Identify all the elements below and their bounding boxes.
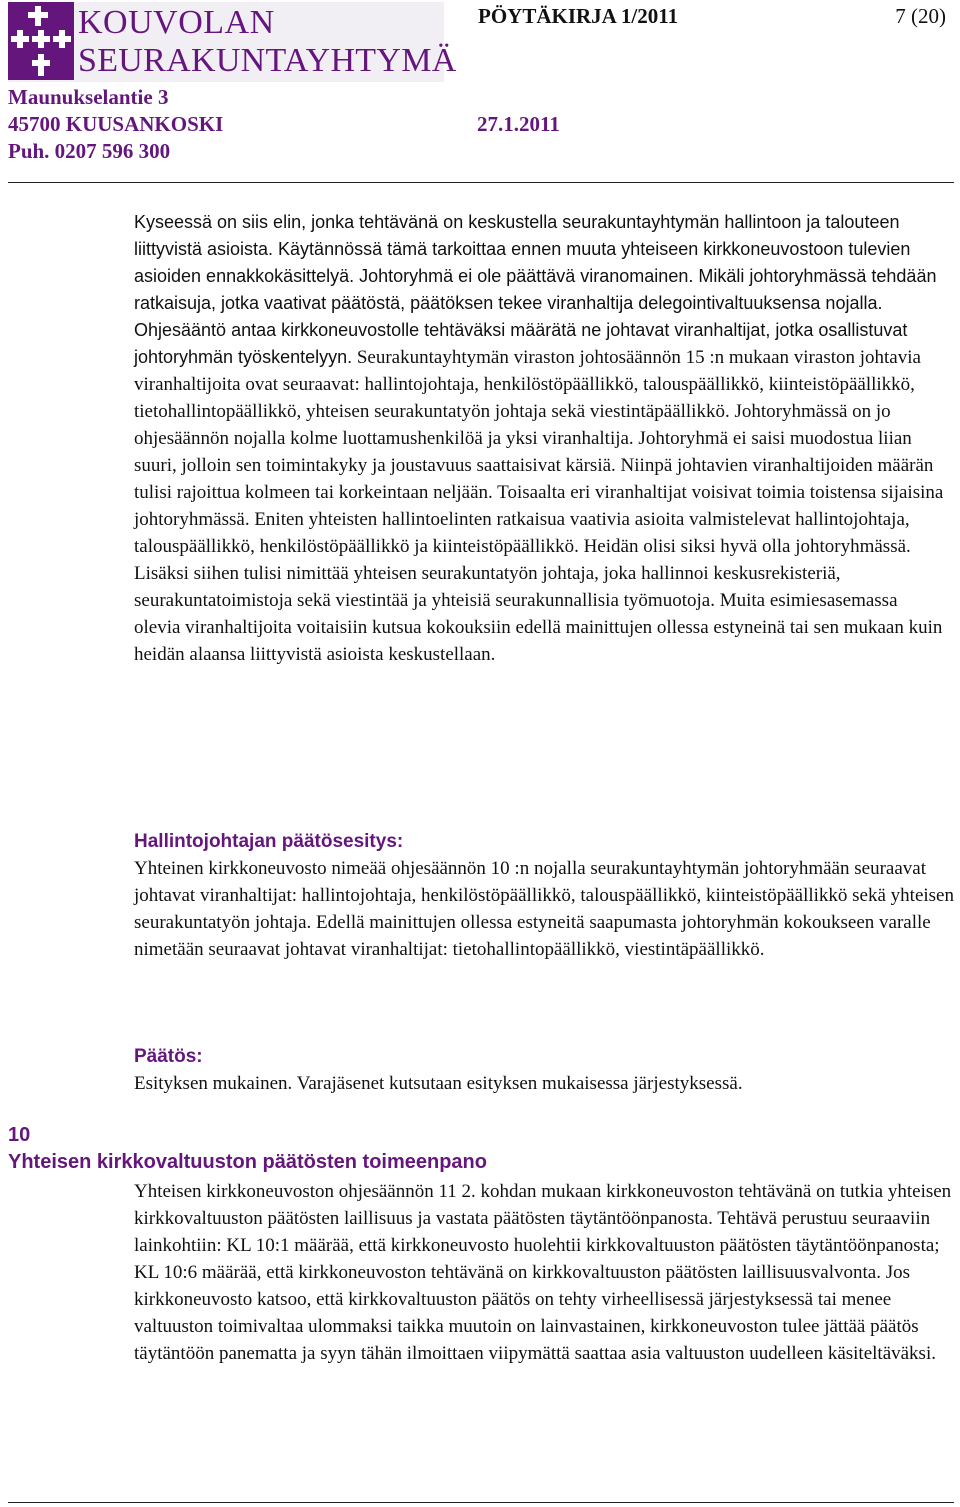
decision-text: Esityksen mukainen. Varajäsenet kutsutaan esityksen mukaisessa järjestyksessä. xyxy=(134,1073,743,1094)
background-text-sans: Kyseessä on siis elin, jonka tehtävänä on keskustella seurakuntayhtymän hallintoon ja talouteen liittyvistä asioista. Käytännössä tämä tarkoittaa ennen muuta yhteiseen kirkkoneuvostoon tulevien asioiden ennakkokäsittelyä. Johtoryhmä ei ole päättävä viranomainen. Mikäli johtoryhmässä tehdään ratkaisuja, jotka vaativat päätöstä, päätöksen tekee viranhaltija delegointivaltuuksensa nojalla. Ohjesääntö antaa kirkkoneuvostolle tehtäväksi määrätä ne johtavat viranhaltijat, jotka osallistuvat johtoryhmän työskentelyyn. xyxy=(134,212,937,367)
section-title: Yhteisen kirkkovaltuuston päätösten toimeenpano xyxy=(8,1151,487,1173)
proposal-block xyxy=(134,828,960,963)
proposal-text: Yhteinen kirkkoneuvosto nimeää ohjesäännön 10 :n nojalla seurakuntayhtymän johtoryhmään seuraavat johtavat viranhaltijat: hallintojohtaja, henkilöstöpäällikkö, talouspäällikkö, kiinteistöpäällikkö sekä yhteisen seurakuntatyön johtaja. Edellä mainittujen ollessa estyneitä saapumasta johtoryhmän kokoukseen varalle nimetään seuraavat johtavat viranhaltijat: tietohallintopäällikkö, viestintäpäällikkö. xyxy=(134,858,954,960)
org-name-line1: KOUVOLAN xyxy=(78,4,275,41)
street-address: Maunukselantie 3 xyxy=(8,85,169,109)
header-divider xyxy=(8,182,954,183)
crosses-logo-icon xyxy=(8,2,74,80)
section-paragraph: Yhteisen kirkkoneuvoston ohjesäännön 11 2. kohdan mukaan kirkkoneuvoston tehtävänä on tutkia yhteisen kirkkovaltuuston päätösten laillisuus ja vastata päätösten täytäntöönpanosta. Tehtävä perustuu seuraaviin lainkohtiin: KL 10:1 määrää, että kirkkoneuvosto huolehtii kirkkovaltuuston päätösten täytäntöönpanosta; KL 10:6 määrää, että kirkkoneuvoston tehtävänä on kirkkovaltuuston päätösten laillisuusvalvonta. Jos kirkkoneuvosto katsoo, että kirkkovaltuuston päätös on tehty virheellisessä järjestyksessä tai menee valtuuston toimivaltaa ulommaksi taikka muutoin on lainvastainen, kirkkoneuvoston tulee jättää päätös täytäntöön panematta ja syyn tähän ilmoittaen viipymättä saattaa asia valtuuston uudelleen käsiteltäväksi. xyxy=(134,1181,952,1364)
proposal-label: Hallintojohtajan päätösesitys: xyxy=(134,831,404,852)
org-name-line2: SEURAKUNTAYHTYMÄ xyxy=(78,42,457,79)
decision-block xyxy=(134,1043,960,1097)
decision-label: Päätös: xyxy=(134,1046,203,1067)
page-number: 7 (20) xyxy=(895,4,946,28)
org-logo xyxy=(8,2,457,82)
background-text-serif: Seurakuntayhtymän viraston johtosäännön 15 :n mukaan viraston johtavia viranhaltijoita ovat seuraavat: hallintojohtaja, henkilöstöpäällikkö, talouspäällikkö, kiinteistöpäällikkö, tietohallintopäällikkö, yhteisen seurakuntatyön johtaja sekä viestintäpäällikkö. Johtoryhmässä on jo ohjesäännön nojalla kolme luottamushenkilöä ja yksi viranhaltija. Johtoryhmä ei saisi muodostua liian suuri, jolloin sen toimintakyky ja joustavuus saattaisivat kärsiä. Niinpä johtavien viranhaltijoiden määrän tulisi rajoittua kolmeen tai korkeintaan neljään. Toisaalta eri viranhaltijat voisivat toimia toistensa sijaisina johtoryhmässä. Eniten yhteisten hallintoelinten ratkaisua vaativia asioita valmistelevat hallintojohtaja, talouspäällikkö, henkilöstöpäällikkö ja kiinteistöpäällikkö. Heidän olisi siksi hyvä olla johtoryhmässä. Lisäksi siihen tulisi nimittää yhteisen seurakuntatyön johtaja, joka hallinnoi keskusrekisteriä, seurakuntatoimistoja sekä viestintää ja yhteisiä seurakunnallisia työmuotoja. Muita esimiesasemassa olevia viranhaltijoita voitaisiin kutsua kokouksiin edellä mainittujen ollessa estyneinä tai sen mukaan kuin heidän alaansa liittyvistä asioista keskustellaan. xyxy=(134,347,944,665)
background-paragraph xyxy=(134,209,944,668)
postal-address: 45700 KUUSANKOSKI xyxy=(8,112,224,136)
footer-divider xyxy=(8,1502,954,1503)
document-type: PÖYTÄKIRJA 1/2011 xyxy=(478,4,679,28)
phone-number: Puh. 0207 596 300 xyxy=(8,139,171,163)
section-number: 10 xyxy=(8,1124,31,1146)
meeting-date: 27.1.2011 xyxy=(477,112,560,136)
